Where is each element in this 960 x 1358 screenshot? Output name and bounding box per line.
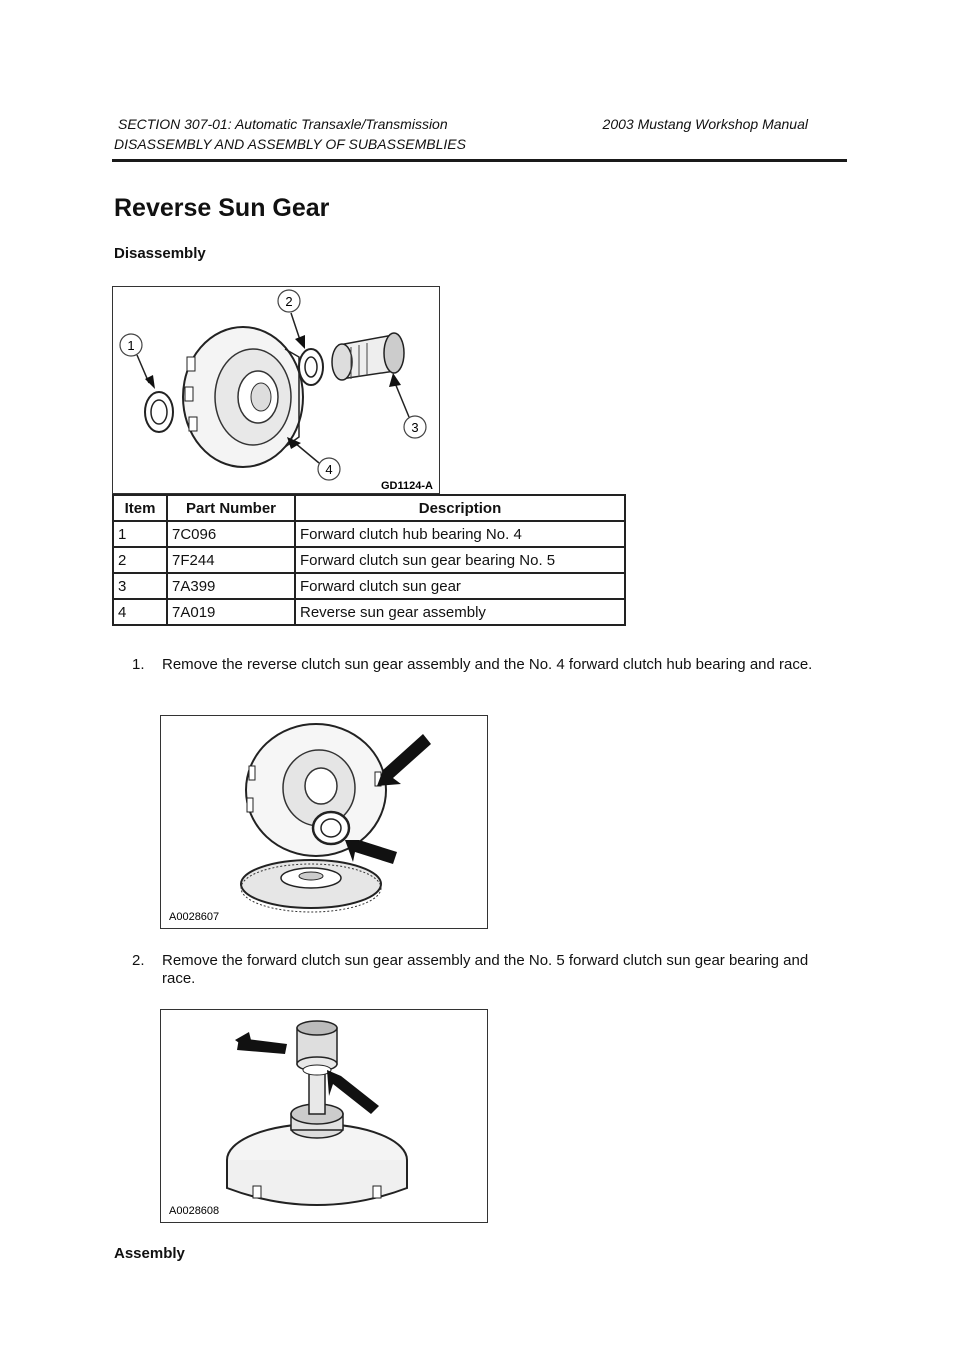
cell-part-number: 7A399 <box>167 573 295 599</box>
callout-2: 2 <box>285 294 293 309</box>
step-number: 1. <box>132 656 145 673</box>
step-1-figure <box>160 715 488 929</box>
exploded-view-drawing <box>113 287 439 493</box>
cell-description: Forward clutch sun gear <box>295 573 625 599</box>
table-header-row <box>113 495 625 521</box>
subsection-title: DISASSEMBLY AND ASSEMBLY OF SUBASSEMBLIES <box>114 136 466 152</box>
step-text: Remove the reverse clutch sun gear assembly and the No. 4 forward clutch hub bearing and race. <box>162 656 813 673</box>
header-divider <box>112 159 847 162</box>
table-row <box>113 599 625 625</box>
step-2-drawing <box>161 1010 487 1222</box>
cell-item: 2 <box>113 547 167 573</box>
figure-code: GD1124-A <box>381 480 433 492</box>
cell-part-number: 7A019 <box>167 599 295 625</box>
table-row <box>113 521 625 547</box>
page-title: Reverse Sun Gear <box>114 194 330 222</box>
step-number: 2. <box>132 952 145 969</box>
table-row <box>113 547 625 573</box>
cell-part-number: 7F244 <box>167 547 295 573</box>
table-row <box>113 573 625 599</box>
disassembly-heading: Disassembly <box>114 245 206 262</box>
parts-table <box>112 494 626 626</box>
column-header-description: Description <box>295 495 625 521</box>
cell-description: Forward clutch sun gear bearing No. 5 <box>295 547 625 573</box>
cell-description: Reverse sun gear assembly <box>295 599 625 625</box>
figure-code: A0028608 <box>169 1205 220 1217</box>
callout-3: 3 <box>411 420 419 435</box>
exploded-view-figure <box>112 286 440 494</box>
manual-title: 2003 Mustang Workshop Manual <box>602 116 808 132</box>
page-header <box>118 116 808 132</box>
callout-4: 4 <box>325 462 333 477</box>
cell-item: 3 <box>113 573 167 599</box>
column-header-part-number: Part Number <box>167 495 295 521</box>
cell-item: 4 <box>113 599 167 625</box>
cell-part-number: 7C096 <box>167 521 295 547</box>
step-text: Remove the forward clutch sun gear assembly and the No. 5 forward clutch sun gear bearing and race. <box>162 952 809 987</box>
section-title: SECTION 307-01: Automatic Transaxle/Transmission <box>118 116 448 132</box>
assembly-heading: Assembly <box>114 1245 185 1262</box>
cell-item: 1 <box>113 521 167 547</box>
step-1-drawing <box>161 716 487 928</box>
column-header-item: Item <box>113 495 167 521</box>
callout-1: 1 <box>127 338 135 353</box>
figure-code: A0028607 <box>169 911 220 923</box>
step-2-figure <box>160 1009 488 1223</box>
cell-description: Forward clutch hub bearing No. 4 <box>295 521 625 547</box>
